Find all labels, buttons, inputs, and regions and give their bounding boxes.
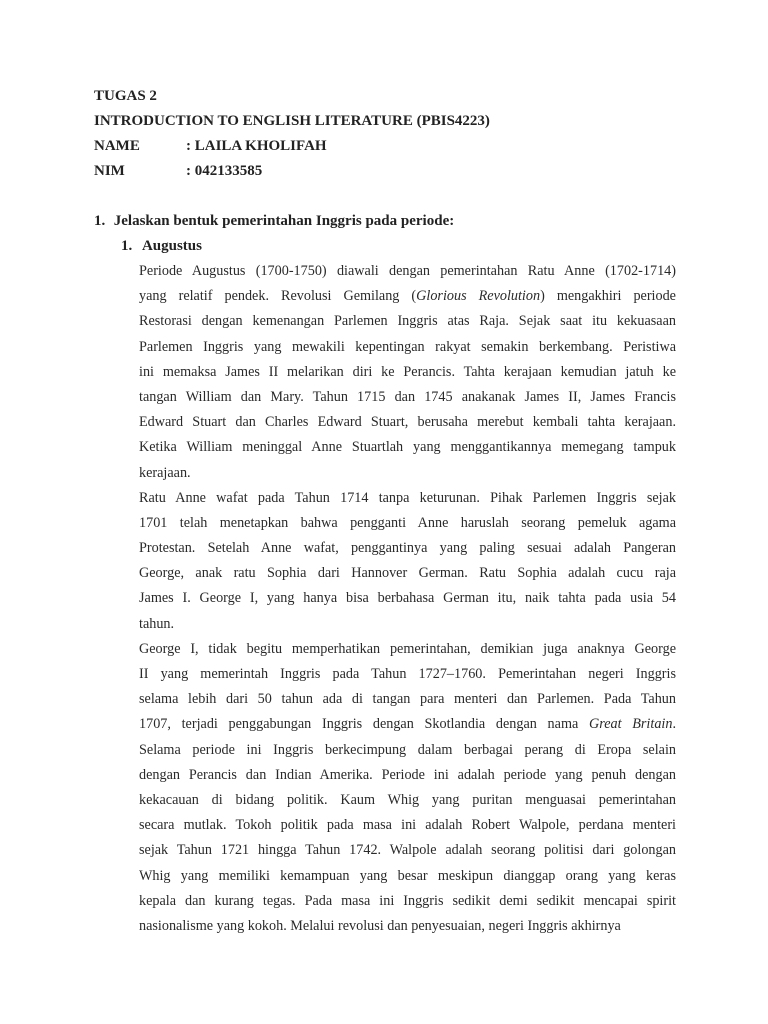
nim-value: : 042133585 [186, 163, 263, 179]
paragraph [139, 259, 676, 486]
text-line [139, 461, 676, 486]
answer-body [139, 259, 676, 1019]
text-line [139, 284, 676, 309]
section-heading [121, 234, 202, 259]
text-run: kerajaan. [139, 464, 191, 481]
text-line [139, 335, 676, 360]
section-number: 1. [121, 238, 133, 254]
text-run: George, anak ratu Sophia dari Hannover German. Ratu Sophia adalah cucu raja [139, 565, 676, 582]
text-line [139, 360, 676, 385]
text-line [139, 561, 676, 586]
text-line [139, 889, 676, 914]
paragraph [139, 637, 676, 939]
italic-term: Great Britain [588, 716, 673, 733]
text-line [139, 687, 676, 712]
text-run: secara mutlak. Tokoh politik pada masa ini adalah Robert Walpole, perdana menteri [139, 817, 676, 834]
text-run: . [672, 716, 676, 733]
text-run: Protestan. Setelah Anne wafat, penggantinya yang paling sesuai adalah Pangeran [139, 540, 676, 557]
text-line [139, 536, 676, 561]
section-title: Augustus [141, 238, 202, 254]
question-number: 1. [94, 213, 106, 229]
text-line [139, 435, 676, 460]
text-line [139, 486, 676, 511]
text-run: George I, tidak begitu memperhatikan pemerintahan, demikian juga anaknya George [139, 640, 676, 657]
text-run: Periode Augustus (1700-1750) diawali dengan pemerintahan Ratu Anne (1702-1714) [139, 263, 676, 279]
text-run: Restorasi dengan kemenangan Parlemen Inggris atas Raja. Sejak saat itu kekuasaan [139, 313, 676, 330]
text-line [139, 838, 676, 863]
text-run: Edward Stuart dan Charles Edward Stuart, berusaha merebut kembali tahta kerajaan. [139, 414, 676, 431]
text-line [139, 662, 676, 687]
question-text: Jelaskan bentuk pemerintahan Inggris pada periode: [113, 213, 455, 229]
text-run: sejak Tahun 1721 hingga Tahun 1742. Walpole adalah seorang politisi dari golongan [139, 842, 676, 859]
text-line [139, 259, 676, 284]
text-run: Ratu Anne wafat pada Tahun 1714 tanpa keturunan. Pihak Parlemen Inggris sejak [139, 489, 676, 506]
text-line [139, 637, 676, 662]
text-line [139, 738, 676, 763]
text-run: kekacauan di bidang politik. Kaum Whig yang puritan menguasai pemerintahan [139, 791, 676, 808]
text-run: Selama periode ini Inggris berkecimpung dalam berbagai perang di Eropa selain [139, 741, 676, 758]
text-run: II yang memerintah Inggris pada Tahun 1727–1760. Pemerintahan negeri Inggris [139, 666, 676, 682]
text-line [139, 914, 676, 939]
text-run: tangan William dan Mary. Tahun 1715 dan 1745 anakanak James II, James Francis [139, 388, 676, 405]
text-line [139, 410, 676, 435]
text-run: yang relatif pendek. Revolusi Gemilang ( [139, 288, 417, 305]
text-run: tahun. [139, 615, 175, 632]
text-run: ) mengakhiri periode [540, 288, 676, 305]
italic-term: Glorious Revolution [416, 288, 541, 305]
text-line [139, 309, 676, 334]
name-label: NAME [94, 138, 140, 154]
text-run: selama lebih dari 50 tahun ada di tangan para menteri dan Parlemen. Pada Tahun [139, 691, 676, 708]
text-line [139, 612, 676, 637]
text-run: Whig yang memiliki kemampuan yang besar meskipun dianggap orang yang keras [139, 867, 676, 884]
text-line [139, 813, 676, 838]
paragraph [139, 486, 676, 637]
document-header [94, 84, 694, 184]
nim-row [94, 159, 694, 184]
text-run: Ketika William meninggal Anne Stuartlah yang menggantikannya memegang tampuk [139, 439, 676, 456]
text-line [139, 864, 676, 889]
text-run: nasionalisme yang kokoh. Melalui revolusi dan penyesuaian, negeri Inggris akhirnya [139, 917, 621, 934]
text-line [139, 511, 676, 536]
text-line [139, 763, 676, 788]
text-line [139, 788, 676, 813]
question-heading [94, 209, 694, 234]
assignment-title: TUGAS 2 [94, 88, 157, 104]
text-line [139, 586, 676, 611]
text-run: ini memaksa James II melarikan diri ke Perancis. Tahta kerajaan kemudian jatuh ke [139, 363, 676, 380]
text-run: dengan Perancis dan Indian Amerika. Periode ini adalah periode yang penuh dengan [139, 766, 676, 783]
course-title: INTRODUCTION TO ENGLISH LITERATURE (PBIS4223) [94, 113, 490, 129]
text-line [139, 712, 676, 737]
name-row [94, 134, 694, 159]
text-run: kepala dan kurang tegas. Pada masa ini Inggris sedikit demi sedikit mencapai spirit [139, 892, 676, 909]
text-line [139, 385, 676, 410]
text-run: 1707, terjadi penggabungan Inggris dengan Skotlandia dengan nama [139, 716, 589, 733]
name-value: : LAILA KHOLIFAH [186, 138, 327, 154]
text-run: 1701 telah menetapkan bahwa pengganti Anne haruslah seorang pemeluk agama [139, 514, 676, 531]
text-run: Parlemen Inggris yang mewakili kepentingan rakyat semakin berkembang. Peristiwa [139, 338, 676, 355]
nim-label: NIM [94, 163, 125, 179]
text-run: James I. George I, yang hanya bisa berbahasa German itu, naik tahta pada usia 54 [139, 590, 676, 607]
